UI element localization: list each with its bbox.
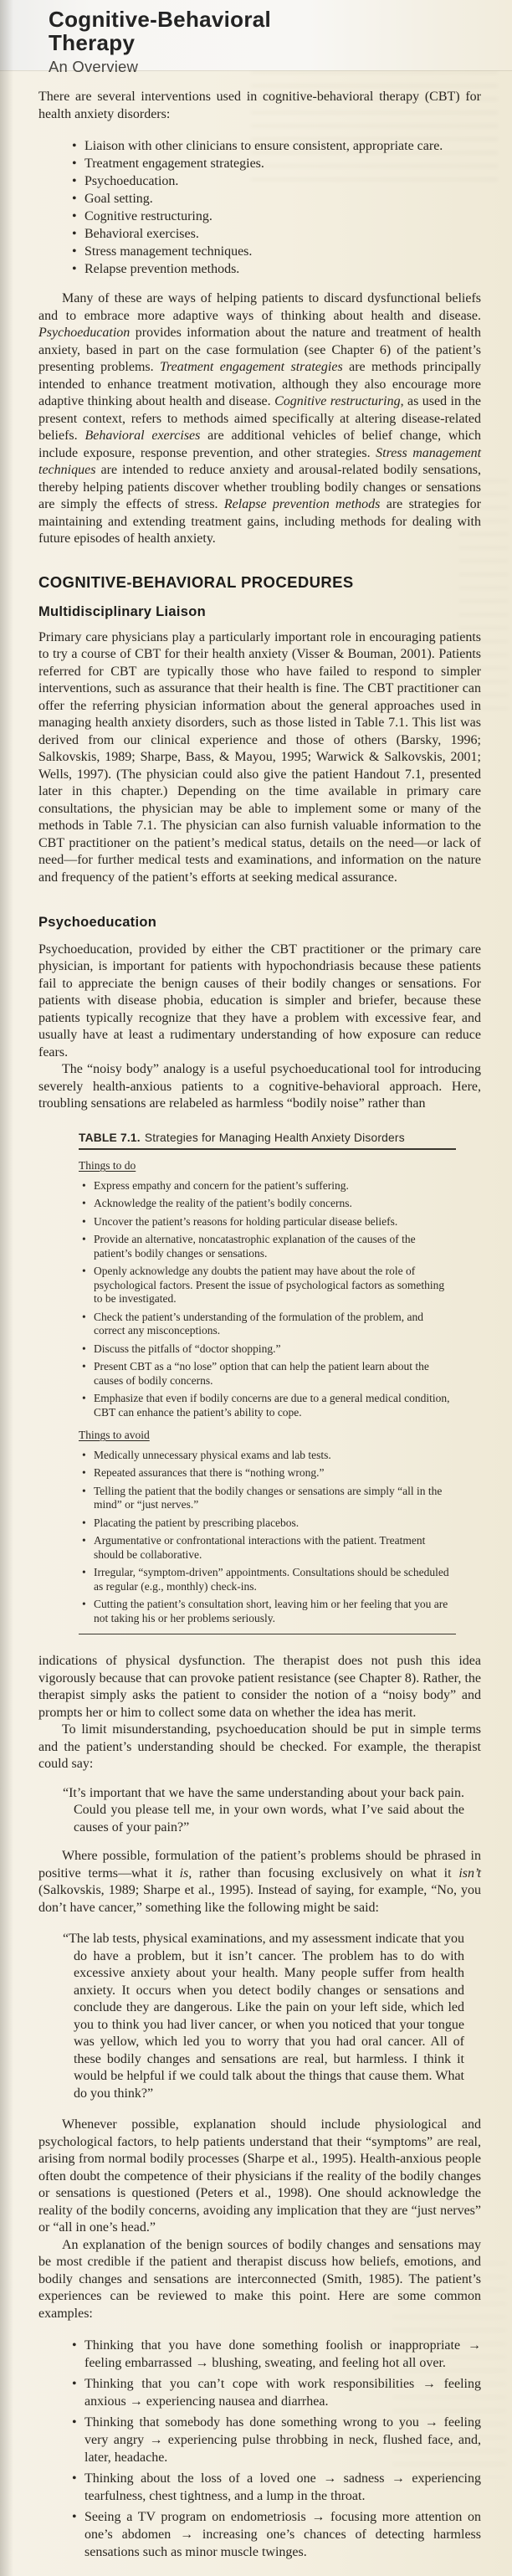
table-subhead-things-to-avoid: Things to avoid <box>79 1429 150 1441</box>
chapter-title-line1: Cognitive-Behavioral <box>49 7 272 32</box>
list-item: • Irregular, “symptom-driven” appointments. Consultations should be scheduled as regular (e.g., monthly) check-ins. <box>82 1566 456 1593</box>
limit-misunderstanding-paragraph: To limit misunderstanding, psychoeducation should be put in simple terms and the patient’s understanding should be checked. For example, the therapist could say: <box>38 1722 481 1771</box>
list-item: • Repeated assurances that there is “nothing wrong.” <box>82 1466 456 1480</box>
list-item: • Check the patient’s understanding of the formulation of the problem, and correct any misconceptions. <box>82 1311 456 1338</box>
table-7-1-label: TABLE 7.1. <box>79 1131 141 1144</box>
list-item: • Cognitive restructuring. <box>72 208 481 225</box>
intro-lead-paragraph: There are several interventions used in cognitive-behavioral therapy (CBT) for health anxiety disorders: <box>38 90 481 121</box>
list-item: • Discuss the pitfalls of “doctor shopping.” <box>82 1342 456 1357</box>
list-item: • Telling the patient that the bodily changes or sensations are simply “all in the mind” or “just nerves.” <box>82 1485 456 1512</box>
chapter-subtitle: An Overview <box>49 58 139 75</box>
things-to-do-list <box>82 1179 456 1420</box>
list-item: • Treatment engagement strategies. <box>72 155 481 172</box>
list-item: • Openly acknowledge any doubts the patient may have about the role of psychological factors. Present the issue of psychological factors as something to be investigated. <box>82 1265 456 1306</box>
list-item: • Cutting the patient’s consultation short, leaving him or her feeling that you are not taking his or her problems seriously. <box>82 1598 456 1625</box>
chapter-header <box>0 0 512 75</box>
benign-sources-paragraph: An explanation of the benign sources of bodily changes and sensations may be most credible if the patient and therapist discuss how beliefs, emotions, and bodily changes and sensations are interconnected (Smith, 1985). The patient’s experiences can be reviewed to make this point. Here are some common examples: <box>38 2237 481 2321</box>
list-item: • Stress management techniques. <box>72 243 481 260</box>
list-item: • Liaison with other clinicians to ensure consistent, appropriate care. <box>72 137 481 155</box>
therapist-quote-lab-tests: “The lab tests, physical examinations, and my assessment indicate that you do have a problem, but it isn’t cancer. The problem has to do with excessive anxiety about your health. Many people suffer from health anxiety. It occurs when you detect bodily changes or sensations and conclude they are dangerous. Like the pain on your left side, which led you to think you had liver cancer, or when you noticed that your tongue was yellow, which led you to worry that you had oral cancer. All of these bodily changes and sensations are real, but harmless. I think it would be helpful if we could talk about the things that cause them. What do you think?” <box>63 1932 464 2101</box>
page-body <box>0 70 512 2561</box>
list-item: • Provide an alternative, noncatastrophic explanation of the causes of the patient’s bodily changes or sensations. <box>82 1233 456 1260</box>
chapter-title <box>49 8 512 54</box>
subheading-multidisciplinary-liaison: Multidisciplinary Liaison <box>38 604 207 619</box>
subheading-psychoeducation: Psychoeducation <box>38 915 157 930</box>
list-item: • Thinking about the loss of a loved one → sadness → experiencing tearfulness, chest tightness, and a lump in the throat. <box>72 2470 481 2505</box>
list-item: • Thinking that you have done something foolish or inappropriate → feeling embarrassed → blushing, sweating, and feeling hot all over. <box>72 2337 481 2372</box>
list-item: • Placating the patient by prescribing placebos. <box>82 1516 456 1531</box>
list-item: • Goal setting. <box>72 190 481 208</box>
interventions-overview-paragraph: Many of these are ways of helping patients to discard dysfunctional beliefs and to embrace more adaptive ways of thinking about health and disease. Psychoeducation provides information about the nature and treatment of health anxiety, based in part on the case formulation (see Chapter 6) of the patient’s presenting problems. Treatment engagement strategies are methods principally intended to enhance treatment motivation, although they also encourage more adaptive thinking about health and disease. Cognitive restructuring, as used in the present context, refers to methods aimed specifically at altering disease-related beliefs. Behavioral exercises are additional vehicles of belief change, which include exposure, response prevention, and other strategies. Stress management techniques are intended to reduce anxiety and arousal-related bodily sensations, thereby helping patients discover whether troubling bodily changes or sensations are simply the effects of stress. Relapse prevention methods are strategies for maintaining and extending treatment gains, including methods for dealing with future episodes of health anxiety. <box>38 291 482 546</box>
cbt-interventions-list <box>72 137 481 278</box>
list-item: • Psychoeducation. <box>72 172 481 190</box>
physiological-factors-paragraph: Whenever possible, explanation should include physiological and psychological factors, to help patients understand that their “symptoms” are real, arising from normal bodily processes (Sharpe et al., 1995). Health-anxious people often doubt the competence of their physicians if the reality of the bodily changes or sensations is questioned (Peters et al., 1998). One should acknowledge the reality of the bodily concerns, avoiding any implication that they are “just nerves” or “all in one’s head.” <box>38 2117 481 2235</box>
table-subhead-things-to-do: Things to do <box>79 1159 136 1172</box>
table-7-1-caption <box>79 1131 456 1151</box>
therapist-quote-back-pain: “It’s important that we have the same understanding about your back pain. Could you please tell me, in your own words, what I’ve said about the causes of your pain?” <box>63 1785 464 1835</box>
noisy-body-continuation-paragraph: indications of physical dysfunction. The therapist does not push this idea vigorously because that can provoke patient resistance (see Chapter 8). Rather, the therapist simply asks the patient to consider the notion of a “noisy body” and prompts her or him to collect some data on whether the idea has merit. <box>38 1654 481 1720</box>
list-item: • Thinking that somebody has done something wrong to you → feeling very angry → experiencing pulse throbbing in neck, flushed face, and, later, headache. <box>72 2414 481 2466</box>
table-7-1 <box>79 1131 456 1635</box>
psychoeducation-paragraph-1: Psychoeducation, provided by either the CBT practitioner or the primary care physician, is important for patients with hypochondriasis because these patients fail to appreciate the benign causes of their bodily changes or sensations. For patients with disease phobia, education is simpler and briefer, because these patients typically recognize that they have a problem with excessive fear, and usually have at least a rudimentary understanding of how exposure can reduce fears. <box>38 942 481 1060</box>
section-heading-procedures: COGNITIVE-BEHAVIORAL PROCEDURES <box>38 572 354 591</box>
list-item: • Acknowledge the reality of the patient’s bodily concerns. <box>82 1197 456 1211</box>
list-item: • Argumentative or confrontational interactions with the patient. Treatment should be collaborative. <box>82 1534 456 1562</box>
multidisciplinary-paragraph: Primary care physicians play a particularly important role in encouraging patients to try a course of CBT for their health anxiety (Visser & Bouman, 2001). Patients referred for CBT are typically those who have failed to respond to simpler interventions, such as assurance that their health is fine. The CBT practitioner can offer the referring physician information about the general approaches used in managing health anxiety disorders, such as those listed in Table 7.1. This list was derived from our clinical experience and those of others (Barsky, 1996; Salkovskis, 1989; Sharpe, Bass, & Mayou, 1995; Warwick & Salkovskis, 2001; Wells, 1997). (The physician could also give the patient Handout 7.1, presented later in this chapter.) Depending on the time available in primary care consultations, the physician may be able to implement some or many of the methods in Table 7.1. The physician can also furnish valuable information to the CBT practitioner on the patient’s medical status, details on the need—or lack of need—for further medical tests and examinations, and information on the nature and frequency of the patient’s efforts at seeking medical assurance. <box>38 629 481 885</box>
things-to-avoid-list <box>82 1449 456 1626</box>
chapter-title-line2: Therapy <box>49 30 136 55</box>
positive-terms-paragraph: Where possible, formulation of the patient’s problems should be phrased in positive terms—what it is, rather than focusing exclusively on what it isn’t (Salkovskis, 1989; Sharpe et al., 1995). Instead of saying, for example, “No, you don’t have cancer,” something like the following might be said: <box>38 1849 482 1915</box>
list-item: • Present CBT as a “no lose” option that can help the patient learn about the causes of bodily concerns. <box>82 1360 456 1388</box>
list-item: • Thinking that you can’t cope with work responsibilities → feeling anxious → experiencing nausea and diarrhea. <box>72 2375 481 2410</box>
list-item: • Emphasize that even if bodily concerns are due to a general medical condition, CBT can enhance the patient’s ability to cope. <box>82 1392 456 1419</box>
common-examples-list <box>72 2337 481 2561</box>
list-item: • Seeing a TV program on endometriosis → focusing more attention on one’s abdomen → increasing one’s chances of detecting harmless sensations such as minor muscle twinges. <box>72 2508 481 2561</box>
list-item: • Medically unnecessary physical exams and lab tests. <box>82 1449 456 1463</box>
psychoeducation-paragraph-2: The “noisy body” analogy is a useful psychoeducational tool for introducing severely health-anxious patients to a cognitive-behavioral approach. Here, troubling sensations are relabeled as harmless “bodily noise” rather than <box>38 1062 481 1111</box>
list-item: • Uncover the patient’s reasons for holding particular disease beliefs. <box>82 1215 456 1229</box>
table-7-1-title: Strategies for Managing Health Anxiety Disorders <box>144 1131 405 1144</box>
list-item: • Relapse prevention methods. <box>72 260 481 278</box>
list-item: • Express empathy and concern for the patient’s suffering. <box>82 1179 456 1193</box>
list-item: • Behavioral exercises. <box>72 225 481 243</box>
